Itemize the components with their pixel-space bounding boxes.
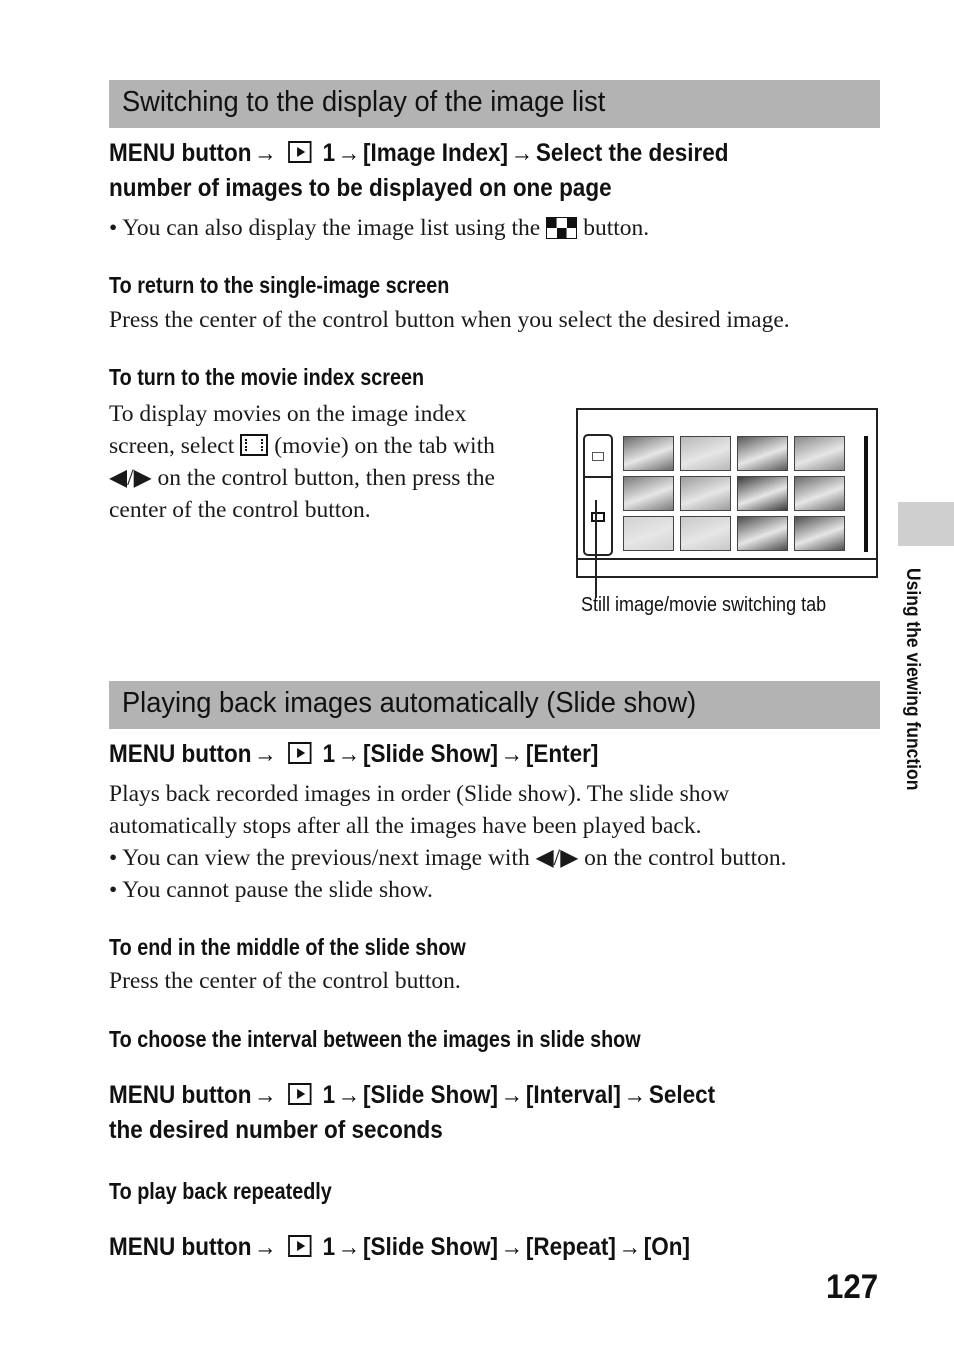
tab-number: 1 [322, 1233, 336, 1261]
still-image-icon [592, 452, 604, 461]
caption-leader-line [595, 500, 597, 598]
arrow-icon: → [254, 139, 277, 167]
image-index-screen-illustration [576, 408, 878, 578]
menu-step-select: Select the desired [535, 139, 729, 167]
menu-path-interval [109, 1078, 715, 1148]
arrow-icon: → [618, 1233, 642, 1261]
menu-path-repeat [109, 1230, 690, 1265]
tab-caption: Still image/movie switching tab [581, 594, 827, 616]
menu-button-label: MENU button [109, 139, 252, 167]
playback-icon [288, 1235, 311, 1257]
arrow-icon: → [500, 1233, 524, 1261]
menu-button-label: MENU button [109, 740, 252, 768]
arrow-icon: → [254, 1233, 277, 1261]
still-movie-switching-tab [583, 434, 613, 556]
menu-path-image-index [109, 136, 729, 206]
menu-item-on: [On] [643, 1233, 691, 1261]
movie-line-3: ◀/▶ on the control button, then press the [109, 465, 495, 491]
bullet-text: You can also display the image list using the [122, 215, 541, 241]
tab-number: 1 [322, 1081, 336, 1109]
bullet-no-pause: • You cannot pause the slide show. [109, 874, 786, 906]
menu-item-repeat: [Repeat] [525, 1233, 616, 1261]
arrow-icon: → [337, 139, 361, 167]
bullet-prev-next: • You can view the previous/next image with ◀/▶ on the control button. [109, 842, 786, 874]
bullet-text-end: button. [583, 215, 650, 241]
playback-icon [288, 141, 311, 163]
section-heading-image-list [109, 80, 880, 128]
menu-step-select-cont: the desired number of seconds [109, 1116, 443, 1144]
movie-line-2-a: screen, select [109, 433, 235, 459]
section-heading-text: Switching to the display of the image list [122, 86, 606, 118]
image-index-icon [546, 217, 577, 239]
section-heading-text: Playing back images automatically (Slide show) [122, 687, 697, 719]
thumbnail-image[interactable] [623, 516, 674, 551]
menu-item-slide-show: [Slide Show] [362, 1081, 498, 1109]
menu-item-interval: [Interval] [525, 1081, 621, 1109]
thumbnail-image[interactable] [794, 476, 845, 511]
movie-line-1: To display movies on the image index [109, 401, 467, 427]
thumbnail-image[interactable] [680, 476, 731, 511]
arrow-icon: → [337, 740, 361, 768]
movie-line-2 [109, 430, 495, 462]
paragraph-return-single: Press the center of the control button when you select the desired image. [109, 307, 790, 333]
arrow-icon: → [500, 740, 524, 768]
menu-item-slide-show: [Slide Show] [362, 740, 498, 768]
subheading-return-single: To return to the single-image screen [109, 272, 450, 298]
tab-number: 1 [322, 740, 336, 768]
menu-item-enter: [Enter] [525, 740, 599, 768]
paragraph-slide-show [109, 778, 786, 906]
menu-item-slide-show: [Slide Show] [362, 1233, 498, 1261]
movie-icon [240, 434, 268, 456]
menu-button-label: MENU button [109, 1233, 252, 1261]
para-line-1: Plays back recorded images in order (Slide show). The slide show [109, 781, 730, 807]
arrow-icon: → [254, 1081, 277, 1109]
thumbnail-image[interactable] [737, 476, 788, 511]
menu-path-slide-show [109, 737, 598, 772]
section-heading-slide-show [109, 681, 880, 729]
arrow-icon: → [337, 1233, 361, 1261]
menu-button-label: MENU button [109, 1081, 252, 1109]
paragraph-end-slide-show: Press the center of the control button. [109, 968, 461, 994]
thumbnail-image[interactable] [623, 476, 674, 511]
arrow-icon: → [500, 1081, 524, 1109]
bullet-index-button [109, 212, 649, 244]
scrollbar [864, 436, 868, 552]
subheading-end-slide-show: To end in the middle of the slide show [109, 934, 466, 960]
movie-line-4: center of the control button. [109, 497, 371, 523]
paragraph-movie-index [109, 398, 495, 526]
playback-icon [288, 1083, 311, 1105]
menu-item-image-index: [Image Index] [362, 139, 509, 167]
movie-line-2-b: (movie) on the tab with [274, 433, 495, 459]
menu-step-select-cont: number of images to be displayed on one page [109, 174, 612, 202]
arrow-icon: → [510, 139, 534, 167]
thumbnail-image[interactable] [737, 516, 788, 551]
subheading-interval: To choose the interval between the images in slide show [109, 1026, 641, 1052]
thumbnail-image[interactable] [623, 436, 674, 471]
tab-number: 1 [322, 139, 336, 167]
movie-icon [591, 512, 605, 522]
chapter-thumb-tab [898, 502, 954, 546]
subheading-repeat: To play back repeatedly [109, 1178, 332, 1204]
thumbnail-image[interactable] [680, 516, 731, 551]
thumbnail-image[interactable] [794, 436, 845, 471]
menu-step-select: Select [648, 1081, 716, 1109]
playback-icon [288, 742, 311, 764]
thumbnail-image[interactable] [794, 516, 845, 551]
page-number: 127 [826, 1268, 879, 1306]
arrow-icon: → [623, 1081, 647, 1109]
para-line-2: automatically stops after all the images have been played back. [109, 813, 702, 839]
arrow-icon: → [337, 1081, 361, 1109]
thumbnail-image[interactable] [680, 436, 731, 471]
thumbnail-image[interactable] [737, 436, 788, 471]
arrow-icon: → [254, 740, 277, 768]
subheading-movie-index: To turn to the movie index screen [109, 364, 425, 390]
chapter-label: Using the viewing function [902, 568, 923, 791]
